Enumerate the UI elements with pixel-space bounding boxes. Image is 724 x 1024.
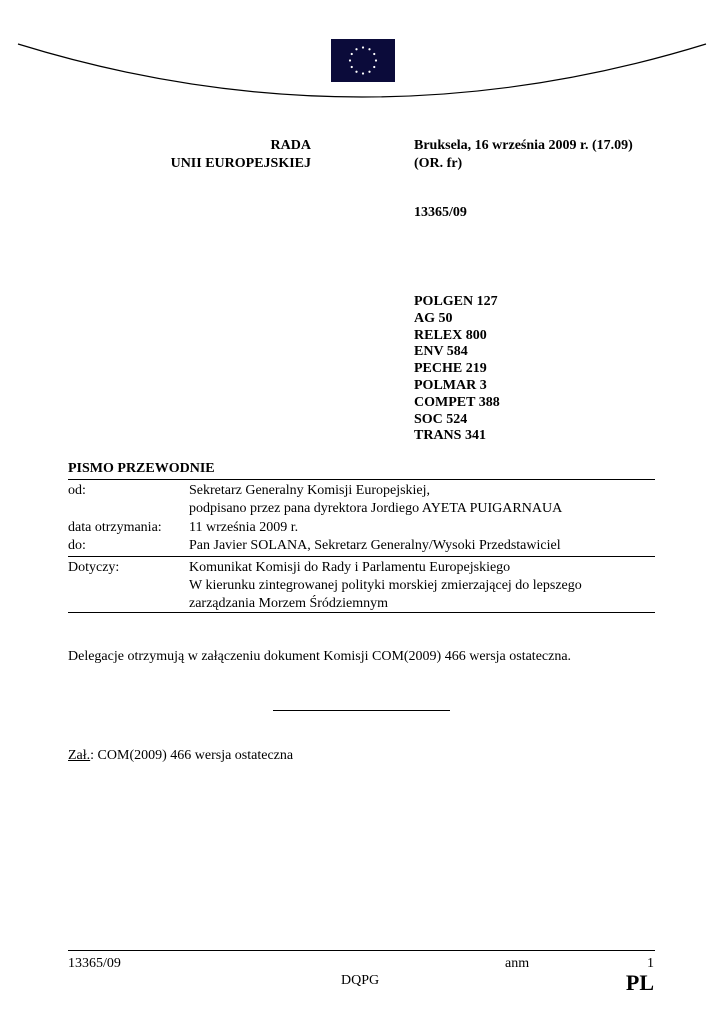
received-label: data otrzymania: (68, 520, 162, 535)
code-item: AG 50 (414, 310, 453, 326)
from-line-1: Sekretarz Generalny Komisji Europejskiej, (189, 483, 431, 498)
star-icon (362, 72, 364, 74)
to-value: Pan Javier SOLANA, Sekretarz Generalny/Wysoki Przedstawiciel (189, 538, 561, 553)
star-icon (362, 46, 364, 48)
star-icon (368, 71, 370, 73)
star-icon (351, 66, 353, 68)
body-paragraph: Delegacje otrzymują w załączeniu dokument Komisji COM(2009) 466 wersja ostateczna. (68, 649, 572, 664)
star-icon (373, 53, 375, 55)
eu-flag-logo (331, 39, 395, 82)
star-icon (349, 59, 351, 61)
subject-line-1: Komunikat Komisji do Rady i Parlamentu Europejskiego (189, 560, 511, 575)
annex-label: Zał. (68, 748, 91, 763)
code-item: POLMAR 3 (414, 377, 487, 393)
code-item: TRANS 341 (414, 428, 486, 444)
document-number: 13365/09 (414, 205, 467, 220)
divider (68, 479, 655, 480)
annex-note (68, 747, 293, 765)
code-item: PECHE 219 (414, 361, 487, 377)
subject-line-2: W kierunku zintegrowanej polityki morskiej zmierzającej do lepszego (189, 578, 582, 593)
code-item: COMPET 388 (414, 394, 500, 410)
star-icon (368, 48, 370, 50)
divider (68, 556, 655, 557)
cover-note-title: PISMO PRZEWODNIE (68, 461, 215, 476)
subject-label: Dotyczy: (68, 560, 120, 575)
received-date: 11 września 2009 r. (189, 520, 299, 535)
annex-text: : COM(2009) 466 wersja ostateczna (90, 748, 294, 763)
separator-line (273, 710, 450, 711)
classification-codes (414, 294, 500, 445)
star-icon (375, 59, 377, 61)
footer-annex-mark: anm (505, 956, 530, 971)
page-number: 1 (647, 956, 654, 971)
footer-department: DQPG (341, 973, 380, 988)
council-name (171, 137, 311, 173)
footer-divider (68, 950, 655, 951)
divider (68, 612, 655, 613)
eu-stars-icon (331, 39, 395, 82)
original-language: (OR. fr) (414, 156, 463, 171)
subject-line-3: zarządzania Morzem Śródziemnym (189, 596, 389, 611)
council-line-2: UNII EUROPEJSKIEJ (170, 156, 311, 171)
star-icon (355, 48, 357, 50)
code-item: RELEX 800 (414, 327, 487, 343)
place-date (414, 137, 633, 173)
star-icon (373, 66, 375, 68)
star-icon (355, 71, 357, 73)
council-line-1: RADA (270, 138, 311, 153)
place-date-line-1: Bruksela, 16 września 2009 r. (17.09) (414, 138, 633, 153)
code-item: ENV 584 (414, 344, 468, 360)
language-code: PL (625, 970, 654, 995)
footer-doc-number: 13365/09 (68, 956, 121, 971)
to-label: do: (68, 538, 86, 553)
from-line-2: podpisano przez pana dyrektora Jordiego AYETA PUIGARNAUA (189, 501, 563, 516)
star-icon (351, 53, 353, 55)
code-item: SOC 524 (414, 411, 468, 427)
from-label: od: (68, 483, 86, 498)
code-item: POLGEN 127 (414, 294, 498, 309)
